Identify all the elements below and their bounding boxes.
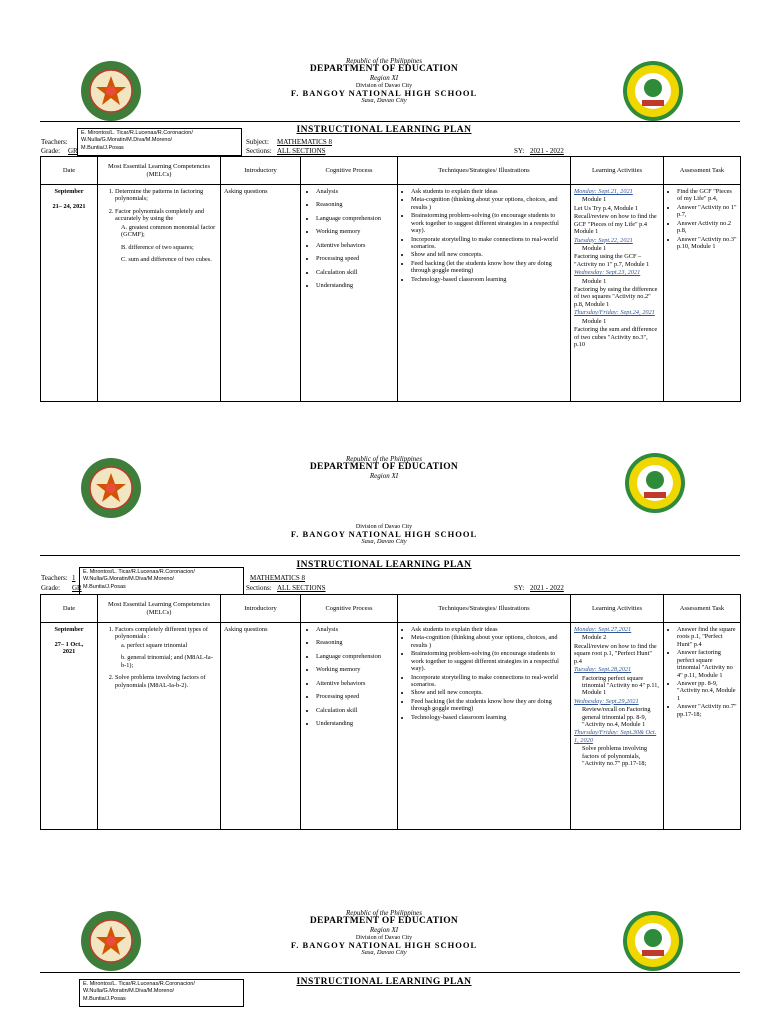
teachers-box <box>79 567 244 595</box>
activity-line: Module 1 <box>582 317 607 325</box>
melc-subitem: C. sum and difference of two cubes. <box>121 255 212 263</box>
la-cell <box>571 623 664 830</box>
col-at: Assessment Task <box>664 595 741 623</box>
grade-value: GR <box>72 584 82 592</box>
subject-label: Subject: <box>246 138 269 146</box>
teachers-line: W.Nulla/G.Moratin/M.Diva/M.Moreno/ <box>83 576 175 583</box>
region-text: Region XI <box>369 926 399 935</box>
assessment-item: • Answer factoring perfect square trinomial "Activity no 4" p.11, Module 1 <box>677 649 737 679</box>
cognitive-item: • Language comprehension <box>316 653 394 660</box>
col-at: Assessment Task <box>664 157 741 185</box>
date-line: September <box>54 188 84 195</box>
division-text: Division of Davao City <box>355 934 413 941</box>
activity-line: Module 1 <box>582 244 607 252</box>
melc-cell <box>98 623 221 830</box>
la-cell <box>571 185 664 402</box>
activity-line: Module 2 <box>582 634 607 642</box>
sections-label: Sections: <box>246 147 272 155</box>
cognitive-item: • Understanding <box>316 282 394 289</box>
melc-item: 1. Factors completely different types of polynomials : a. perfect square trinomial b. general trinomial; and (M8AL-Ia-b-1); <box>115 626 217 669</box>
cog-cell <box>301 623 398 830</box>
day-heading: Wednesday: Sept.23, 2021 <box>574 269 641 277</box>
technique-item: • Ask students to explain their ideas <box>411 626 567 633</box>
activity-line: Module 1 <box>582 196 607 204</box>
teachers-line: E. Mirontos/L. Ticar/R.Lucenas/R.Coronacion/ <box>81 130 193 136</box>
technique-item: • Technology-based classroom learning <box>411 276 567 283</box>
sections-value: ALL SECTIONS <box>277 147 326 155</box>
teachers-line: W.Nulla/G.Moratin/M.Diva/M.Moreno/ <box>83 988 175 995</box>
plan-title: INSTRUCTIONAL LEARNING PLAN <box>296 125 472 135</box>
melc-item: 2. Solve problems involving factors of polynomials (M8AL-Ia-b-2). <box>115 674 217 689</box>
day-heading: Thursday/Friday: Sept.30& Oct. 1, 2020 <box>574 729 657 744</box>
col-intro: Introductory <box>221 157 301 185</box>
cognitive-item: • Language comprehension <box>316 215 394 222</box>
technique-item: • Feed backing (let the students know how they are doing through goggle meeting) <box>411 698 567 713</box>
teachers-label: Teachers: <box>41 138 68 146</box>
date-line: 21– 24, 2021 <box>52 202 86 210</box>
technique-item: • Meta-cognition (thinking about your options, choices, and results ) <box>411 196 567 211</box>
grade-label: Grade: <box>41 147 61 155</box>
activity-line: Recall/review on how to find the square root p.1, "Perfect Hunt" p.4 <box>574 642 657 665</box>
region-text: Region XI <box>369 74 399 83</box>
table-row <box>41 185 741 402</box>
subject-value: MATHEMATICS 8 <box>277 138 333 146</box>
assessment-item: • Answer pp. 8-9, "Activity no.4, Module 1 <box>677 680 737 702</box>
sy-value: 2021 - 2022 <box>530 147 564 155</box>
at-cell <box>664 185 741 402</box>
assessment-item: • Answer "Activity no 1" p.7, <box>677 204 737 219</box>
teachers-box <box>77 128 242 156</box>
sections-label: Sections: <box>246 584 272 592</box>
cognitive-item: • Working memory <box>316 228 394 235</box>
republic-text: Republic of the Philippines <box>345 909 422 917</box>
col-melc: Most Essential Learning Competencies (MELCs) <box>98 595 221 623</box>
cognitive-item: • Working memory <box>316 666 394 673</box>
day-heading: Monday: Sept.21, 2021 <box>574 188 633 195</box>
table-header-row <box>41 157 741 185</box>
date-cell <box>41 185 98 402</box>
activity-line: Recall/review on how to find the GCF "Pieces of my Life" p.4 Module 1 <box>574 213 657 236</box>
department-title: DEPARTMENT OF EDUCATION <box>309 916 459 927</box>
header-rule <box>40 972 740 973</box>
assessment-item: • Answer find the square roots p.1, "Perfect Hunt" p.4 <box>677 626 737 648</box>
day-heading: Tuesday: Sept.28,2021 <box>574 666 632 674</box>
col-tech: Techniques/Strategies/ Illustrations <box>398 595 571 623</box>
technique-item: • Show and tell new concepts. <box>411 689 567 696</box>
teachers-peek: 1 <box>72 574 76 582</box>
subject-value: MATHEMATICS 8 <box>250 574 306 582</box>
table-row <box>41 623 741 830</box>
cognitive-item: • Reasoning <box>316 201 394 208</box>
activity-line: Let Us Try p.4, Module 1 <box>574 204 639 212</box>
cognitive-item: • Attentive behaviors <box>316 242 394 249</box>
col-la: Learning Activities <box>571 157 664 185</box>
teachers-box <box>79 979 244 1007</box>
republic-text: Republic of the Philippines <box>345 455 422 463</box>
melc-item: 1. Determine the patterns in factoring polynomials; <box>115 188 217 203</box>
melc-subitem: B. difference of two squares; <box>121 243 194 251</box>
teachers-line: W.Nulla/G.Moratin/M.Diva/M.Moreno/ <box>81 137 173 144</box>
page2-header <box>0 456 768 481</box>
melc-subitem: b. general trinomial; and (M8AL-Ia-b-1); <box>121 654 213 669</box>
school-location: Sasa, Davao City <box>361 538 407 546</box>
school-name: F. BANGOY NATIONAL HIGH SCHOOL <box>290 87 478 98</box>
day-heading: Thursday/Friday: Sept.24, 2021 <box>574 309 655 317</box>
col-cog: Cognitive Process <box>301 157 398 185</box>
header-rule <box>40 121 740 122</box>
teachers-line: E. Mirontos/L. Ticar/R.Lucenas/R.Coronacion/ <box>83 569 195 575</box>
sy-value: 2021 - 2022 <box>530 584 564 592</box>
col-date: Date <box>41 157 98 185</box>
col-melc: Most Essential Learning Competencies (MELCs) <box>98 157 221 185</box>
cognitive-item: • Analysis <box>316 626 394 633</box>
department-title: DEPARTMENT OF EDUCATION <box>309 462 459 473</box>
col-la: Learning Activities <box>571 595 664 623</box>
cognitive-item: • Understanding <box>316 720 394 727</box>
page1-header <box>0 58 768 105</box>
technique-item: • Show and tell new concepts. <box>411 251 567 258</box>
technique-item: • Technology-based classroom learning <box>411 714 567 721</box>
assessment-item: • Answer "Activity no.7" pp.17-18; <box>677 703 737 718</box>
teachers-line: E. Mirontos/L. Ticar/R.Lucenas/R.Coronacion/ <box>83 981 195 987</box>
technique-item: • Incorporate storytelling to make connections to real-world scenarios. <box>411 236 567 251</box>
teachers-label: Teachers: <box>41 574 68 582</box>
at-cell <box>664 623 741 830</box>
technique-item: • Ask students to explain their ideas <box>411 188 567 195</box>
cognitive-item: • Reasoning <box>316 639 394 646</box>
region-text: Region XI <box>369 472 399 481</box>
melc-item: 2. Factor polynomials completely and accurately by using the A. greatest common monomial factor (GCMF); B. difference of two squares; C. sum and difference of two cubes. <box>115 208 217 264</box>
cognitive-item: • Processing speed <box>316 255 394 262</box>
assessment-item: • Answer Activity no.2 p.8, <box>677 220 737 235</box>
date-line: September <box>54 626 84 633</box>
technique-item: • Feed backing (let the students know how they are doing through goggle meeting) <box>411 260 567 275</box>
day-heading: Wednesday: Sept.29,2021 <box>574 697 639 705</box>
school-location: Sasa, Davao City <box>361 96 407 104</box>
cog-cell <box>301 185 398 402</box>
plan-title: INSTRUCTIONAL LEARNING PLAN <box>296 560 472 570</box>
activity-line: Factoring by using the difference of two squares "Activity no.2" p.8, Module 1 <box>574 286 658 308</box>
page3-header <box>0 910 768 957</box>
day-heading: Tuesday: Sept.22, 2021 <box>574 236 633 244</box>
technique-item: • Meta-cognition (thinking about your options, choices, and results ) <box>411 634 567 649</box>
cognitive-item: • Calculation skill <box>316 707 394 714</box>
grade-value: GR <box>68 147 78 155</box>
division-text: Division of Davao City <box>355 82 413 89</box>
table-header-row <box>41 595 741 623</box>
melc-subitem: A. greatest common monomial factor (GCMF); <box>121 223 216 239</box>
date-cell <box>41 623 98 830</box>
day-heading: Monday: Sept.27,2021 <box>574 626 632 633</box>
school-name: F. BANGOY NATIONAL HIGH SCHOOL <box>290 529 478 540</box>
assessment-item: • Answer "Activity no.3" p.10, Module 1 <box>677 236 737 251</box>
activity-line: Factoring using the GCF – "Activity no 1" p.7, Module 1 <box>574 253 650 268</box>
col-intro: Introductory <box>221 595 301 623</box>
header-rule <box>40 555 740 556</box>
plan-table-1 <box>40 156 741 402</box>
plan-table-2 <box>40 594 741 830</box>
col-date: Date <box>41 595 98 623</box>
melc-cell <box>98 185 221 402</box>
grade-label: Grade: <box>41 584 61 592</box>
teachers-line: M.Buntia/J.Posas <box>83 583 126 590</box>
cognitive-item: • Analysis <box>316 188 394 195</box>
activity-line: Solve problems involving factors of polynomials, "Activity no.7" pp.17-18; <box>582 745 648 768</box>
date-line: 27– 1 Oct., <box>54 640 84 648</box>
department-title: DEPARTMENT OF EDUCATION <box>309 64 459 75</box>
page2-school <box>0 524 768 546</box>
date-line: 2021 <box>62 648 76 656</box>
division-text: Division of Davao City <box>355 524 413 530</box>
tech-cell <box>398 185 571 402</box>
assessment-item: • Find the GCF "Pieces of my Life" p.4, <box>677 188 737 203</box>
technique-item: • Incorporate storytelling to make connections to real-world scenarios. <box>411 674 567 689</box>
teachers-line: M.Buntia/J.Posas <box>83 995 126 1002</box>
sections-value: ALL SECTIONS <box>277 584 326 592</box>
intro-cell: Asking questions <box>221 623 301 830</box>
teachers-line: M.Buntia/J.Posas <box>81 144 124 151</box>
activity-line: Review/recall on Factoring general trinomial pp. 8-9, "Activity no.4, Module 1 <box>582 706 651 729</box>
technique-item: • Brainstorming problem-solving (to encourage students to work together to suggest different strategies in a respectful way). <box>411 212 567 234</box>
technique-item: • Brainstorming problem-solving (to encourage students to work together to suggest different strategies in a respectful way). <box>411 650 567 672</box>
republic-text: Republic of the Philippines <box>345 57 422 65</box>
col-tech: Techniques/Strategies/ Illustrations <box>398 157 571 185</box>
sy-label: SY: <box>514 147 525 155</box>
activity-line: Module 1 <box>582 277 607 285</box>
school-location: Sasa, Davao City <box>361 948 407 956</box>
intro-cell: Asking questions <box>221 185 301 402</box>
school-name: F. BANGOY NATIONAL HIGH SCHOOL <box>290 939 478 950</box>
cognitive-item: • Processing speed <box>316 693 394 700</box>
cognitive-item: • Calculation skill <box>316 269 394 276</box>
melc-subitem: a. perfect square trinomial <box>121 641 188 649</box>
plan-title: INSTRUCTIONAL LEARNING PLAN <box>296 977 472 987</box>
col-cog: Cognitive Process <box>301 595 398 623</box>
activity-line: Factoring perfect square trinomial "Activity no 4" p.11, Module 1 <box>582 674 659 697</box>
cognitive-item: • Attentive behaviors <box>316 680 394 687</box>
activity-line: Factoring the sum and difference of two cubes "Activity no.3", p.10 <box>574 326 658 349</box>
tech-cell <box>398 623 571 830</box>
sy-label: SY: <box>514 584 525 592</box>
